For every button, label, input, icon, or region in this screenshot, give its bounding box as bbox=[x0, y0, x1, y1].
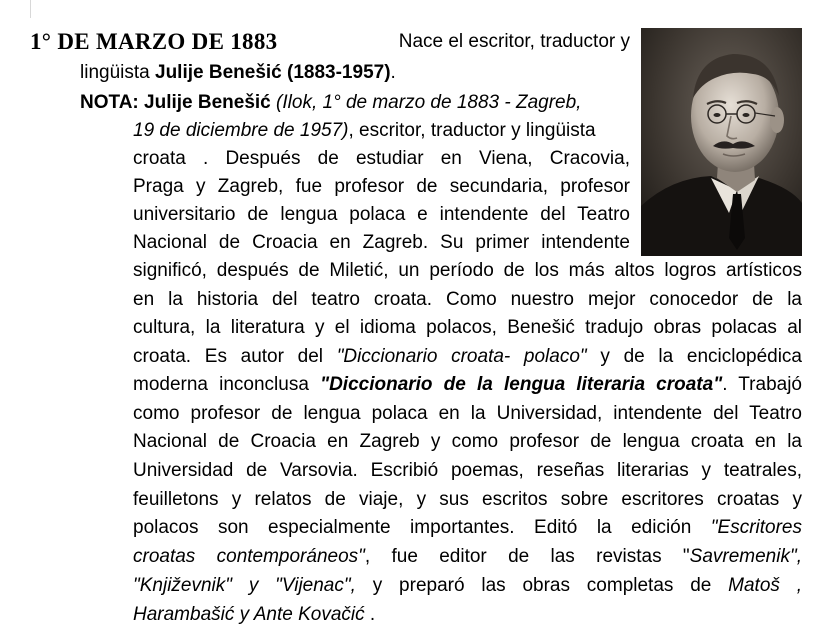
portrait-photo bbox=[641, 28, 802, 256]
nota-label: NOTA: Julije Benešić bbox=[80, 92, 271, 113]
nota-work-title: "Escritores bbox=[710, 517, 802, 538]
nota-author-name: Matoš , bbox=[728, 575, 802, 596]
page-edge-mark bbox=[30, 0, 31, 18]
nota-line-9: cultura, la literatura y el idioma polacos, Benešić tradujo obras polacas al bbox=[133, 317, 802, 338]
nota-text: y preparó las obras completas de bbox=[372, 575, 729, 596]
nota-line-13: Nacional de Croacia en Zagreb y como profesor de lengua croata en la bbox=[133, 431, 802, 452]
nota-line-8: en la historia del teatro croata. Como nuestro mejor conocedor de la bbox=[133, 289, 802, 310]
nota-line-3: croata . Después de estudiar en Viena, Cracovia, bbox=[133, 148, 630, 169]
nota-line-2 bbox=[133, 117, 596, 145]
nota-text: . Trabajó bbox=[722, 374, 802, 395]
nota-author-name: Harambašić y Ante Kovačić bbox=[133, 604, 365, 625]
entry-header-line bbox=[30, 28, 630, 58]
entry-intro-text: lingüista bbox=[80, 62, 155, 83]
nota-line-6: Nacional de Croacia en Zagreb. Su primer intendente bbox=[133, 232, 630, 253]
nota-magazine-title: Savremenik", bbox=[689, 546, 802, 567]
entry-intro: Nace el escritor, traductor y bbox=[398, 31, 630, 52]
nota-line-12: como profesor de lengua polaca en la Universidad, intendente del Teatro bbox=[133, 403, 802, 424]
nota-birth-info: (Ilok, 1° de marzo de 1883 - Zagreb, bbox=[270, 92, 582, 113]
nota-magazine-title: "Književnik" y "Vijenac", bbox=[133, 575, 356, 596]
nota-line-1 bbox=[80, 89, 581, 117]
nota-text: polacos son especialmente importantes. Editó la edición bbox=[133, 517, 711, 538]
nota-line-19 bbox=[133, 601, 375, 629]
nota-text: y de la enciclopédica bbox=[600, 346, 803, 367]
nota-line-14: Universidad de Varsovia. Escribió poemas, reseñas literarias y teatrales, bbox=[133, 460, 802, 481]
nota-work-title: croatas contemporáneos" bbox=[133, 546, 365, 567]
nota-line-4: Praga y Zagreb, fue profesor de secundaria, profesor bbox=[133, 176, 630, 197]
nota-line-11 bbox=[133, 371, 802, 399]
nota-line-18 bbox=[133, 572, 802, 600]
entry-intro-end: . bbox=[390, 62, 396, 83]
nota-line-7: significó, después de Miletić, un período de los más altos logros artísticos bbox=[133, 260, 802, 281]
nota-text: . bbox=[364, 604, 376, 625]
nota-text: , escritor, traductor y lingüista bbox=[348, 120, 596, 141]
nota-text: moderna inconclusa bbox=[133, 374, 321, 395]
nota-line-15: feuilletons y relatos de viaje, y sus escritos sobre escritores croatas y bbox=[133, 489, 802, 510]
nota-work-title-bold: "Diccionario de la lengua literaria croata" bbox=[320, 374, 723, 395]
nota-line-10 bbox=[133, 343, 802, 371]
entry-person-name: Julije Benešić (1883-1957) bbox=[155, 62, 391, 83]
entry-intro-line-2 bbox=[80, 59, 396, 87]
nota-text: , fue editor de las revistas " bbox=[364, 546, 690, 567]
entry-date: 1° DE MARZO DE 1883 bbox=[30, 29, 278, 54]
nota-line-16 bbox=[133, 514, 802, 542]
nota-text: croata. Es autor del bbox=[133, 346, 337, 367]
nota-work-title: "Diccionario croata- polaco" bbox=[336, 346, 587, 367]
nota-death-info: 19 de diciembre de 1957) bbox=[133, 120, 349, 141]
nota-line-5: universitario de lengua polaca e intendente del Teatro bbox=[133, 204, 630, 225]
nota-line-17 bbox=[133, 543, 802, 571]
